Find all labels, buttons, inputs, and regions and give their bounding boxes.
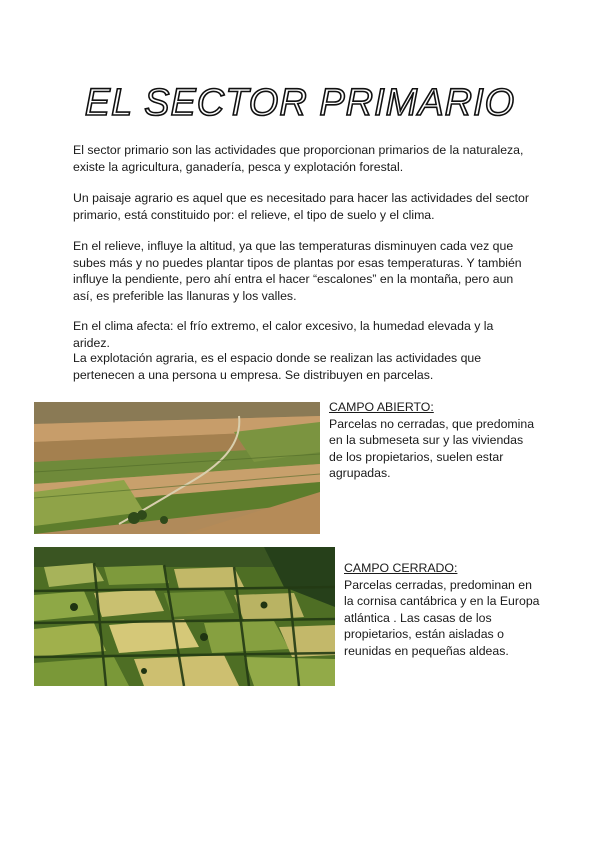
closed-field-caption <box>344 560 544 659</box>
open-field-caption <box>329 399 539 482</box>
open-field-title: CAMPO ABIERTO: <box>329 400 434 414</box>
paragraph-agrarian-landscape: Un paisaje agrario es aquel que es necesitado para hacer las actividades del sector primario, está constituido por: el relieve, el tipo de suelo y el clima. <box>73 191 529 222</box>
open-field-photo <box>34 402 320 534</box>
paragraph-relief: En el relieve, influye la altitud, ya que las temperaturas disminuyen cada vez que subes más y no puedes plantar tipos de plantas por esas temperaturas. Y también influye la pendiente, pero ahí entra el hacer “escalones” en la montaña, pero aun así, es preferible las llanuras y los valles. <box>73 239 522 303</box>
closed-field-text: Parcelas cerradas, predominan en la cornisa cantábrica y en la Europa atlántica . Las casas de los propietarios, están aisladas o reunidas en pequeñas aldeas. <box>344 577 540 658</box>
closed-field-photo <box>34 547 335 686</box>
closed-field-title: CAMPO CERRADO: <box>344 561 458 575</box>
page-title: EL SECTOR PRIMARIO <box>84 82 516 124</box>
open-field-text: Parcelas no cerradas, que predomina en la submeseta sur y las viviendas de los propietarios, suelen estar agrupadas. <box>329 416 535 480</box>
paragraph-definition: El sector primario son las actividades que proporcionan primarios de la naturaleza, existe la agricultura, ganadería, pesca y explotación forestal. <box>73 143 524 174</box>
paragraph-agrarian-holding: La explotación agraria, es el espacio donde se realizan las actividades que pertenecen a una persona u empresa. Se distribuyen en parcelas. <box>73 351 482 382</box>
paragraph-climate: En el clima afecta: el frío extremo, el calor excesivo, la humedad elevada y la aridez. <box>73 319 494 350</box>
